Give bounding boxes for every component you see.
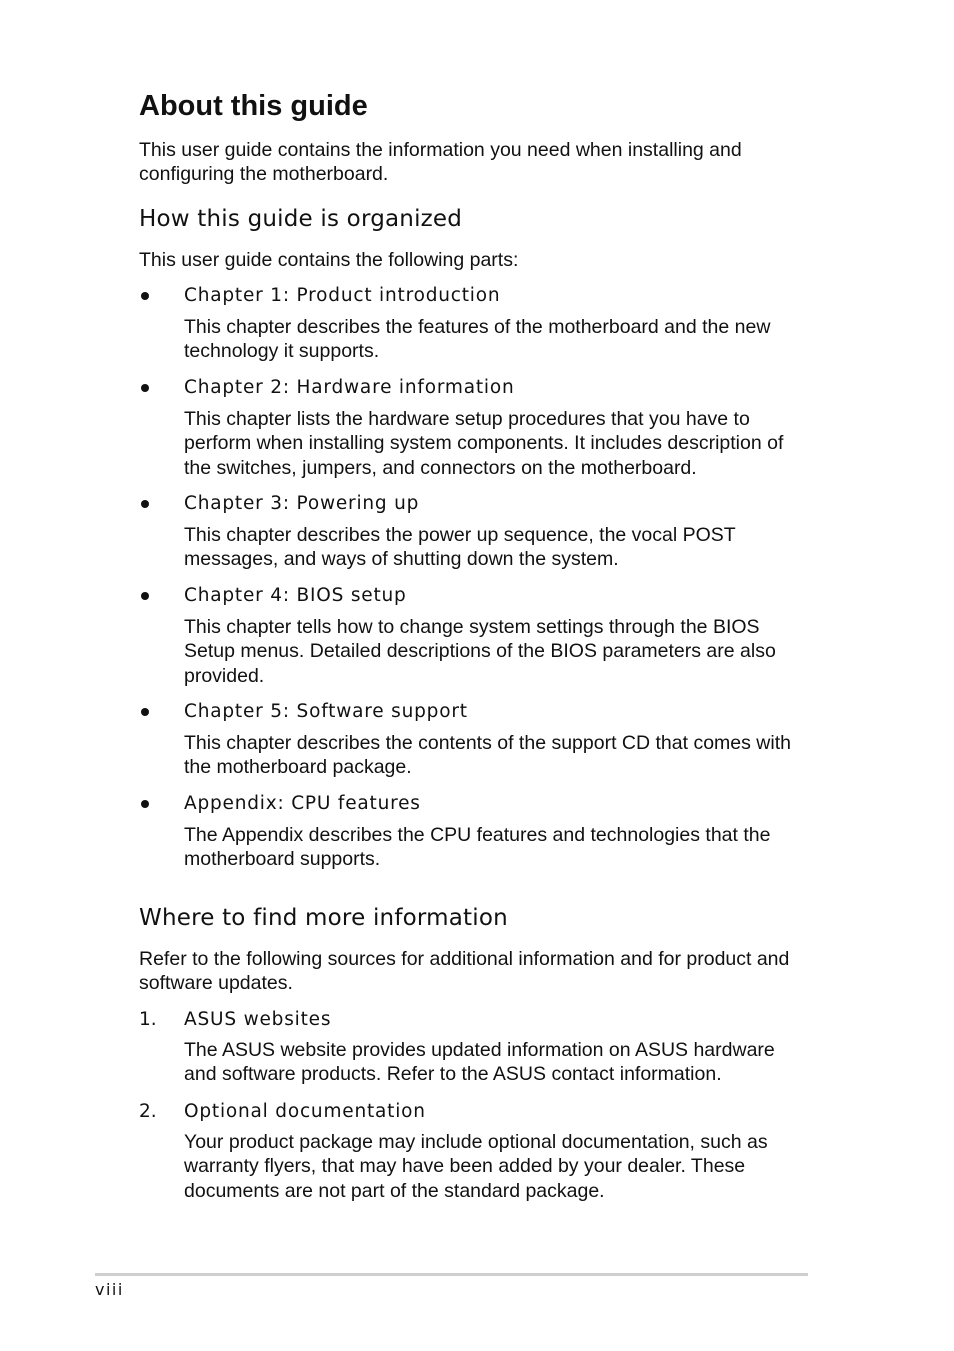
page-title: About this guide — [139, 90, 368, 122]
item-title: Chapter 3: Powering up — [184, 493, 420, 514]
item-description: This chapter describes the power up sequence, the vocal POST messages, and ways of shutting down the system. — [184, 524, 736, 571]
section-heading-more-info: Where to find more information — [139, 905, 508, 931]
item-description: The ASUS website provides updated information on ASUS hardware and software products. Refer to the ASUS contact information. — [184, 1039, 775, 1086]
item-description: This chapter describes the features of the motherboard and the new technology it supports. — [184, 316, 771, 363]
intro-paragraph: This user guide contains the information you need when installing and configuring the motherboard. — [139, 139, 742, 186]
section-heading-organized: How this guide is organized — [139, 206, 463, 232]
item-title: Chapter 1: Product introduction — [184, 285, 501, 306]
item-description: Your product package may include optional documentation, such as warranty flyers, that may have been added by your dealer. These documents are not part of the standard package. — [184, 1131, 768, 1202]
bullet-icon — [141, 292, 149, 300]
page-number: viii — [95, 1280, 124, 1299]
bullet-icon — [141, 500, 149, 508]
organized-lead: This user guide contains the following parts: — [139, 249, 519, 271]
item-description: The Appendix describes the CPU features and technologies that the motherboard supports. — [184, 824, 771, 871]
item-description: This chapter describes the contents of the support CD that comes with the motherboard package. — [184, 732, 791, 779]
item-title: Chapter 5: Software support — [184, 701, 468, 722]
item-title: ASUS websites — [184, 1009, 332, 1030]
footer-divider — [95, 1273, 808, 1276]
item-number: 2. — [139, 1101, 157, 1122]
item-number: 1. — [139, 1009, 157, 1030]
item-description: This chapter lists the hardware setup procedures that you have to perform when installing system components. It includes description of the switches, jumpers, and connectors on the motherboard. — [184, 408, 784, 479]
item-title: Appendix: CPU features — [184, 793, 421, 814]
item-description: This chapter tells how to change system settings through the BIOS Setup menus. Detailed descriptions of the BIOS parameters are also provided. — [184, 616, 776, 687]
item-title: Optional documentation — [184, 1101, 426, 1122]
bullet-icon — [141, 800, 149, 808]
bullet-icon — [141, 708, 149, 716]
bullet-icon — [141, 592, 149, 600]
item-title: Chapter 2: Hardware information — [184, 377, 515, 398]
bullet-icon — [141, 384, 149, 392]
more-info-lead: Refer to the following sources for additional information and for product and software updates. — [139, 948, 790, 995]
item-title: Chapter 4: BIOS setup — [184, 585, 407, 606]
